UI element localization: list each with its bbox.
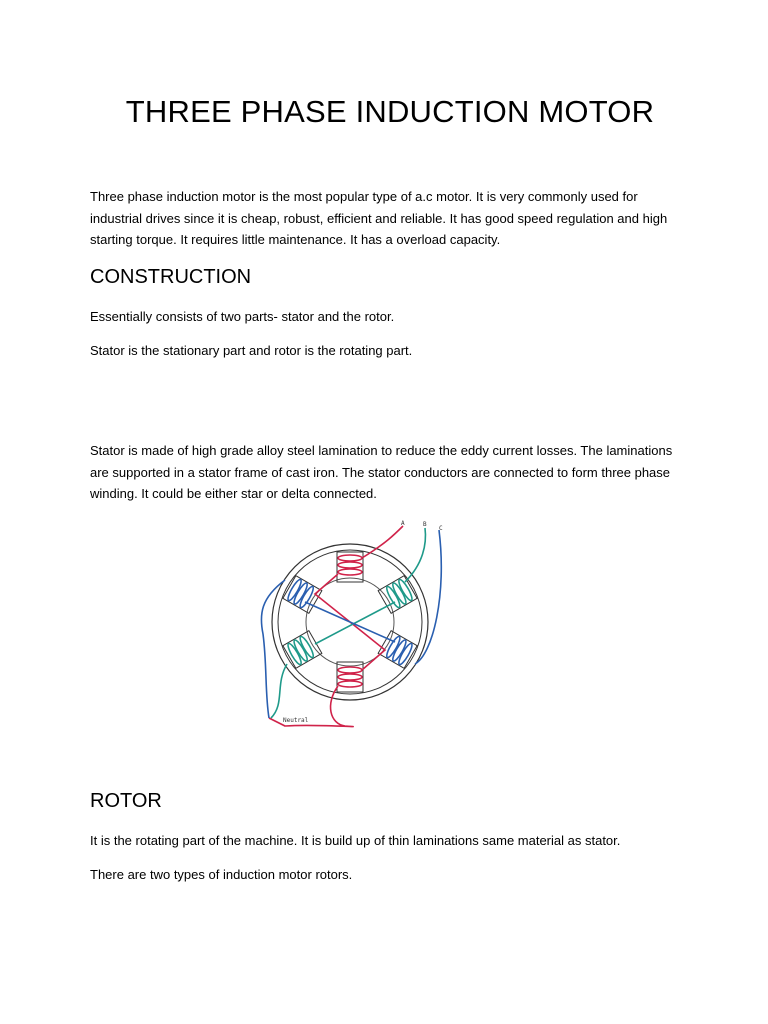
rotor-paragraph-1: It is the rotating part of the machine. It is build up of thin laminations same material as stator. <box>90 833 621 848</box>
phase-b-neutral-lead <box>271 664 287 718</box>
stator-paragraph: Stator is made of high grade alloy steel lamination to reduce the eddy current losses. The laminations are supported in a stator frame of cast iron. The stator conductors are connected to form three phase winding. It could be either star or delta connected. <box>90 443 673 501</box>
phase-b-cross-connection <box>315 602 395 644</box>
construction-paragraph-1: Essentially consists of two parts- stator and the rotor. <box>90 309 395 324</box>
phase-b-lead <box>405 528 425 582</box>
phase-b-coils <box>271 528 425 718</box>
document-title: THREE PHASE INDUCTION MOTOR <box>125 94 655 129</box>
neutral-label: Neutral <box>283 717 309 724</box>
phase-a-lead <box>362 526 403 558</box>
intro-paragraph: Three phase induction motor is the most popular type of a.c motor. It is very commonly used for industrial drives since it is cheap, robust, efficient and reliable. It has good speed regulation and high starting torque. It requires little maintenance. It has a overload capacity. <box>90 189 668 247</box>
terminal-label-a: A <box>401 520 405 527</box>
stator-winding-diagram <box>255 514 467 740</box>
rotor-paragraph-2: There are two types of induction motor rotors. <box>90 867 353 882</box>
phase-c-cross-connection <box>305 602 395 642</box>
construction-paragraph-2: Stator is the stationary part and rotor is the rotating part. <box>90 343 413 358</box>
terminal-label-c: C <box>439 525 443 532</box>
construction-heading: CONSTRUCTION <box>90 266 252 288</box>
rotor-heading: ROTOR <box>90 790 162 812</box>
phase-a-coils <box>269 526 403 727</box>
terminal-label-b: B <box>423 521 427 528</box>
